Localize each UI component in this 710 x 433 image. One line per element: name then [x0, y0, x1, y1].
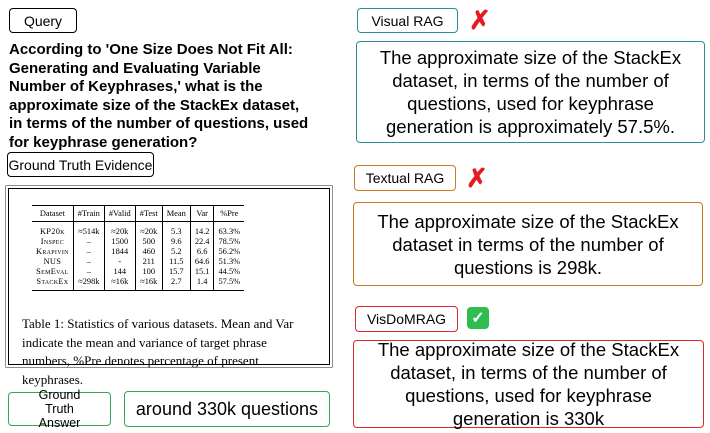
- wrong-cross-icon: ✗: [469, 5, 491, 35]
- table-cell: 5.3: [162, 222, 190, 237]
- answer-text: The approximate size of the StackEx dataset, in terms of the number of questions, used for keyphrase generation is 330k: [377, 339, 680, 429]
- table-cell: –: [73, 267, 104, 277]
- table-cell: 78.5%: [214, 237, 244, 247]
- answer-text: The approximate size of the StackEx dataset, in terms of the number of questions, used for keyphrase generation is approximately 57.5%.: [379, 47, 682, 137]
- table-header: %Pre: [214, 206, 244, 222]
- table-header: Mean: [162, 206, 190, 222]
- table-header: #Test: [135, 206, 162, 222]
- table-row: [32, 247, 244, 257]
- table-cell: –: [73, 247, 104, 257]
- table-cell: 5.2: [162, 247, 190, 257]
- table-row: [32, 222, 244, 237]
- method-label-text: Textual RAG: [365, 170, 445, 186]
- table-header: Dataset: [32, 206, 73, 222]
- table-cell: 56.2%: [214, 247, 244, 257]
- table-row: [32, 267, 244, 277]
- table-cell: 63.3%: [214, 222, 244, 237]
- method-label-text: Visual RAG: [371, 12, 444, 29]
- ground-truth-answer-text: around 330k questions: [135, 398, 319, 419]
- method-label-visual-rag: [357, 8, 458, 33]
- table-cell: 9.6: [162, 237, 190, 247]
- ground-truth-label-text: Ground Truth Answer: [38, 388, 81, 430]
- method-label-visdomrag: [355, 306, 458, 332]
- table-cell: 22.4: [190, 237, 214, 247]
- table-row: [32, 277, 244, 291]
- table-cell: 211: [135, 257, 162, 267]
- table-cell: 1500: [104, 237, 135, 247]
- table-cell: StackEx: [32, 277, 73, 291]
- table-cell: 15.7: [162, 267, 190, 277]
- table-cell: 100: [135, 267, 162, 277]
- method-label-text: VisDoMRAG: [366, 311, 447, 327]
- table-header: #Train: [73, 206, 104, 222]
- table-cell: 57.5%: [214, 277, 244, 291]
- method-label-textual-rag: [354, 165, 456, 191]
- table-cell: 44.5%: [214, 267, 244, 277]
- table-cell: 2.7: [162, 277, 190, 291]
- query-text: According to 'One Size Does Not Fit All: Generating and Evaluating Variable Number of Keyphrases,' what is the approximate size of the StackEx dataset, in terms of the number of questions, used for keyphrase generation?: [9, 41, 309, 151]
- table-cell: ≈298k: [73, 277, 104, 291]
- table-cell: 500: [135, 237, 162, 247]
- ground-truth-label: [8, 388, 111, 430]
- table-caption: Table 1: Statistics of various datasets. Mean and Var indicate the mean and variance of target phrase numbers, %Pre denotes percentage of present keyphrases.: [22, 316, 294, 387]
- dataset-statistics-table: [32, 205, 244, 291]
- correct-check-icon: [467, 307, 489, 329]
- table-cell: Krapivin: [36, 247, 69, 256]
- table-row: [32, 257, 244, 267]
- table-cell: KP20k: [39, 227, 65, 236]
- table-cell: ≈20k: [104, 222, 135, 237]
- table-cell: -: [104, 257, 135, 267]
- table-cell: 6.6: [190, 247, 214, 257]
- wrong-cross-icon: ✗: [466, 163, 488, 193]
- table-cell: –: [73, 237, 104, 247]
- table-cell: 14.2: [190, 222, 214, 237]
- query-label-text: Query: [23, 12, 63, 29]
- table-header-row: [32, 206, 244, 222]
- evidence-label: [7, 152, 154, 177]
- table-cell: 64.6: [190, 257, 214, 267]
- ground-truth-answer: [124, 391, 330, 427]
- evidence-document: [8, 188, 330, 387]
- table-cell: ≈16k: [135, 277, 162, 291]
- table-cell: 15.1: [190, 267, 214, 277]
- table-cell: –: [73, 257, 104, 267]
- table-cell: 144: [104, 267, 135, 277]
- query-label: [9, 8, 77, 33]
- table-cell: NUS: [43, 257, 62, 266]
- table-cell: 51.3%: [214, 257, 244, 267]
- table-cell: ≈16k: [104, 277, 135, 291]
- table-header: #Valid: [104, 206, 135, 222]
- answer-text: The approximate size of the StackEx dataset in terms of the number of questions is 298k.: [377, 210, 679, 278]
- table-cell: Inspec: [40, 237, 65, 246]
- table-header: Var: [190, 206, 214, 222]
- table-cell: 460: [135, 247, 162, 257]
- answer-box-visual-rag: [356, 41, 705, 143]
- table-cell: ≈20k: [135, 222, 162, 237]
- answer-box-textual-rag: [353, 202, 703, 286]
- table-cell: 11.5: [162, 257, 190, 267]
- table-cell: ≈514k: [73, 222, 104, 237]
- evidence-label-text: Ground Truth Evidence: [8, 156, 153, 173]
- answer-box-visdomrag: [353, 340, 704, 428]
- table-row: [32, 237, 244, 247]
- check-glyph: ✓: [471, 310, 485, 327]
- table-cell: SemEval: [36, 267, 69, 276]
- table-cell: 1844: [104, 247, 135, 257]
- table-cell: 1.4: [190, 277, 214, 291]
